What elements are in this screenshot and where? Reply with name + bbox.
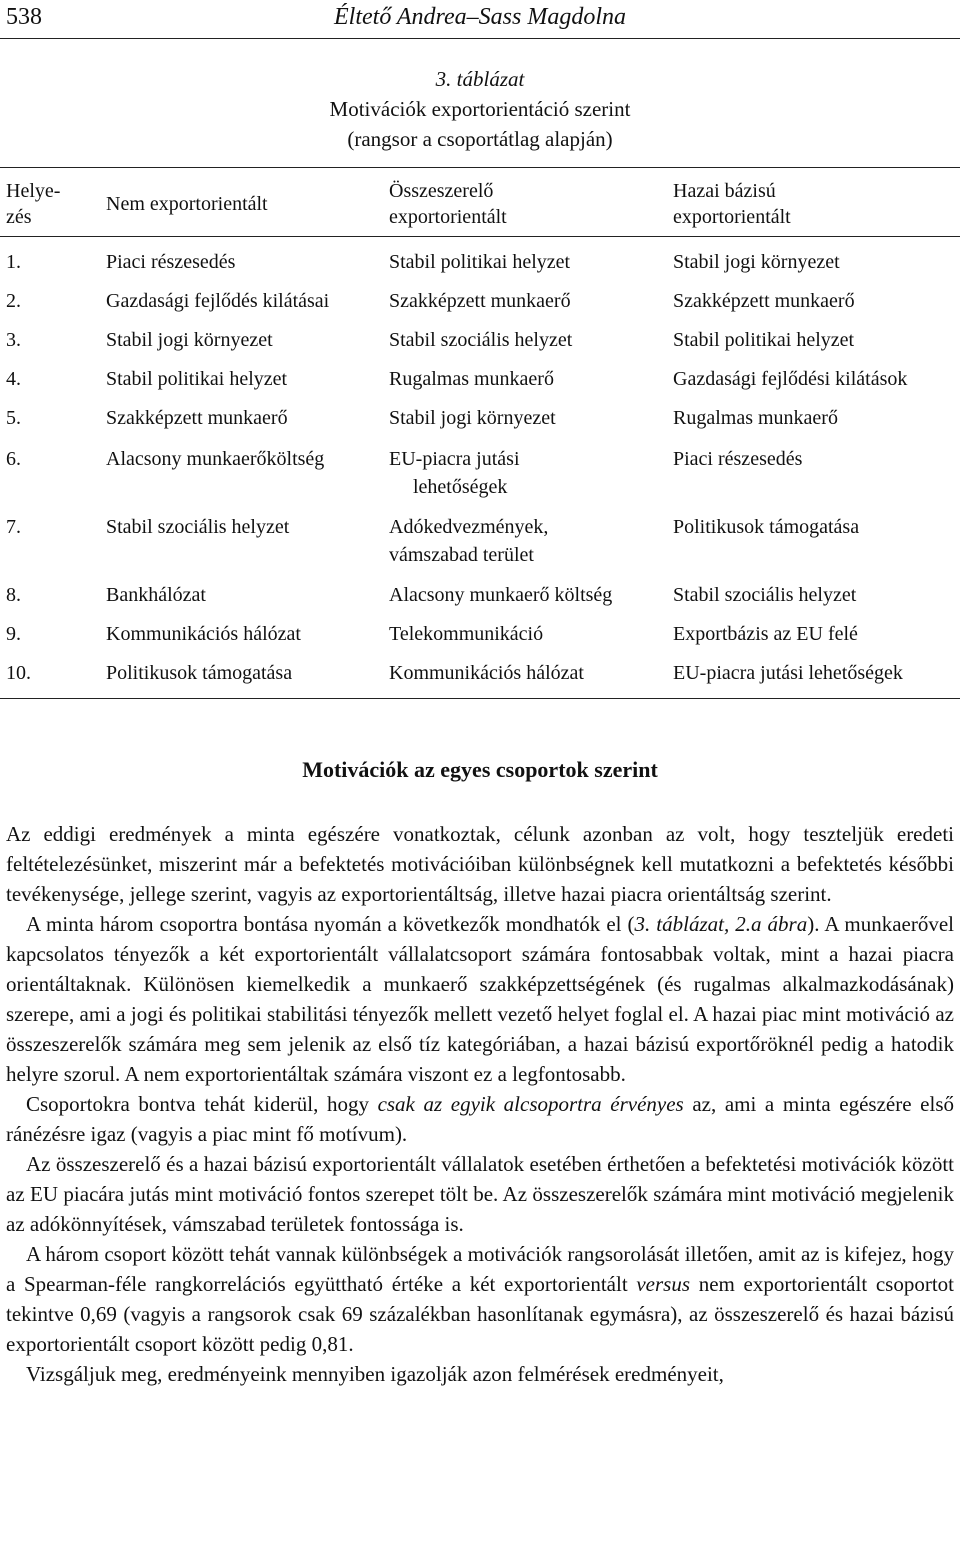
paragraph-5-emphasis: versus bbox=[636, 1272, 691, 1296]
table-top-rule bbox=[0, 167, 960, 168]
section-title: Motivációk az egyes csoportok szerint bbox=[302, 757, 658, 782]
paragraph-5-b: nem exportorientált csoportot tekintve 0,69 (vagyis a rangsorok csak 69 százalékban hasonlítanak egymásra), az összeszerelő és hazai bázisú exportorientált csoport között pedig 0,81. bbox=[6, 1272, 954, 1356]
row-nem-export: Gazdasági fejlődés kilátásai bbox=[106, 290, 330, 312]
row-rank: 8. bbox=[6, 584, 21, 606]
row-rank: 6. bbox=[6, 448, 21, 470]
paragraph-1: Az eddigi eredmények a minta egészére vonatkoztak, célunk azonban az volt, hogy teszteljük eredeti feltételezésünket, miszerint már a befektetés motivációiban különbségnek kell mutatkozni a befektetés későbbi tevékenysége, jellege szerint, vagyis az exportorientáltság, illetve hazai piacra orientáltság szerint. bbox=[6, 822, 954, 906]
paragraph-2-b: ). A munkaerővel kapcsolatos tényezők a két exportorientált vállalatcsoport számára fontosabbak voltak, mint a hazai piacra orientáltaknak. Különösen kiemelkedik a munkaerő szakképzettségének (és rugalmas alkalmazkodásának) szerepe, ami a jogi és politikai stabilitási tényezők mellett vezető helyet foglal el. A hazai piac mint motiváció az összeszerelők számára meg sem jelenik az első tíz kategóriában, a hazai bázisú exportőröknél pedig a hatodik helyre szorul. A nem exportorientáltak számára viszont ez a legfontosabb. bbox=[6, 912, 954, 1086]
row-osszeszerelo-cont: lehetőségek bbox=[413, 476, 508, 498]
row-nem-export: Politikusok támogatása bbox=[106, 662, 293, 684]
page-number: 538 bbox=[6, 4, 42, 30]
row-nem-export: Szakképzett munkaerő bbox=[106, 407, 288, 429]
paragraph-4: Az összeszerelő és a hazai bázisú exportorientált vállalatok esetében érthetően a befektetési motivációk között az EU piacára jutás mint motiváció fontos szerepet tölt be. Az összeszerelők számára mint motiváció megjelenik az adókönnyítések, vámszabad területek fontossága is. bbox=[6, 1152, 954, 1236]
row-rank: 10. bbox=[6, 662, 31, 684]
row-nem-export: Piaci részesedés bbox=[106, 251, 236, 273]
row-hazai: Stabil politikai helyzet bbox=[673, 329, 855, 351]
row-hazai: Szakképzett munkaerő bbox=[673, 290, 855, 312]
row-nem-export: Stabil politikai helyzet bbox=[106, 368, 288, 390]
row-hazai: Stabil szociális helyzet bbox=[673, 584, 857, 606]
table-caption-label: 3. táblázat bbox=[435, 67, 525, 91]
col-header-osszeszerelo-line2: exportorientált bbox=[389, 206, 507, 228]
row-rank: 4. bbox=[6, 368, 21, 390]
paragraph-2-a: A minta három csoportra bontása nyomán a következők mondhatók el ( bbox=[26, 912, 635, 936]
row-osszeszerelo: EU-piacra jutási bbox=[389, 448, 520, 470]
row-osszeszerelo: Stabil szociális helyzet bbox=[389, 329, 573, 351]
col-header-osszeszerelo-line1: Összeszerelő bbox=[389, 180, 494, 202]
col-header-rank-line2: zés bbox=[6, 206, 32, 228]
row-rank: 2. bbox=[6, 290, 21, 312]
row-nem-export: Bankhálózat bbox=[106, 584, 206, 606]
paragraph-3 bbox=[6, 1089, 954, 1149]
running-head: Éltető Andrea–Sass Magdolna bbox=[334, 4, 626, 30]
body-text bbox=[6, 819, 954, 1389]
row-nem-export: Alacsony munkaerőköltség bbox=[106, 448, 325, 470]
paragraph-6: Vizsgáljuk meg, eredményeink mennyiben igazolják azon felmérések eredményeit, bbox=[26, 1362, 724, 1386]
row-rank: 5. bbox=[6, 407, 21, 429]
col-header-osszeszerelo bbox=[389, 178, 507, 230]
paragraph-2 bbox=[6, 909, 954, 1089]
paragraph-2-reference: 3. táblázat, 2.a ábra bbox=[634, 912, 808, 936]
row-hazai: Stabil jogi környezet bbox=[673, 251, 840, 273]
row-osszeszerelo-cont: vámszabad terület bbox=[389, 544, 534, 566]
row-osszeszerelo: Telekommunikáció bbox=[389, 623, 544, 645]
table-caption bbox=[0, 64, 960, 154]
row-rank: 7. bbox=[6, 516, 21, 538]
row-rank: 9. bbox=[6, 623, 21, 645]
table-bottom-rule bbox=[0, 698, 960, 699]
paragraph-5 bbox=[6, 1239, 954, 1359]
header-rule bbox=[0, 38, 960, 39]
row-osszeszerelo: Szakképzett munkaerő bbox=[389, 290, 571, 312]
table-caption-subtitle: (rangsor a csoportátlag alapján) bbox=[347, 127, 613, 151]
row-nem-export: Stabil szociális helyzet bbox=[106, 516, 290, 538]
row-nem-export: Stabil jogi környezet bbox=[106, 329, 273, 351]
row-osszeszerelo: Kommunikációs hálózat bbox=[389, 662, 584, 684]
row-osszeszerelo: Rugalmas munkaerő bbox=[389, 368, 554, 390]
table-header-rule bbox=[0, 236, 960, 237]
col-header-rank bbox=[6, 178, 60, 230]
paragraph-3-emphasis: csak az egyik alcsoportra érvényes bbox=[377, 1092, 684, 1116]
table-caption-title: Motivációk exportorientáció szerint bbox=[329, 97, 631, 121]
col-header-hazai-line2: exportorientált bbox=[673, 206, 791, 228]
row-hazai: Exportbázis az EU felé bbox=[673, 623, 858, 645]
col-header-nem-export: Nem exportorientált bbox=[106, 193, 268, 215]
row-hazai: EU-piacra jutási lehetőségek bbox=[673, 662, 903, 684]
col-header-hazai-line1: Hazai bázisú bbox=[673, 180, 776, 202]
row-nem-export: Kommunikációs hálózat bbox=[106, 623, 301, 645]
paragraph-3-b: az, ami a minta egészére első ránézésre igaz (vagyis a piac mint fő motívum). bbox=[6, 1092, 954, 1146]
row-osszeszerelo: Adókedvezmények, bbox=[389, 516, 549, 538]
col-header-rank-line1: Helye- bbox=[6, 180, 61, 202]
row-hazai: Rugalmas munkaerő bbox=[673, 407, 838, 429]
page-header bbox=[0, 0, 960, 36]
row-osszeszerelo: Stabil jogi környezet bbox=[389, 407, 556, 429]
row-hazai: Piaci részesedés bbox=[673, 448, 803, 470]
row-hazai: Politikusok támogatása bbox=[673, 516, 860, 538]
paragraph-3-a: Csoportokra bontva tehát kiderül, hogy bbox=[26, 1092, 378, 1116]
row-osszeszerelo: Alacsony munkaerő költség bbox=[389, 584, 613, 606]
col-header-hazai-bazisu bbox=[673, 178, 791, 230]
row-osszeszerelo: Stabil politikai helyzet bbox=[389, 251, 571, 273]
row-hazai: Gazdasági fejlődési kilátások bbox=[673, 368, 908, 390]
paragraph-5-a: A három csoport között tehát vannak különbségek a motivációk rangsorolását illetően, amit az is kifejez, hogy a Spearman-féle rangkorrelációs együttható értéke a két exportorientált bbox=[6, 1242, 954, 1296]
row-rank: 1. bbox=[6, 251, 21, 273]
row-rank: 3. bbox=[6, 329, 21, 351]
